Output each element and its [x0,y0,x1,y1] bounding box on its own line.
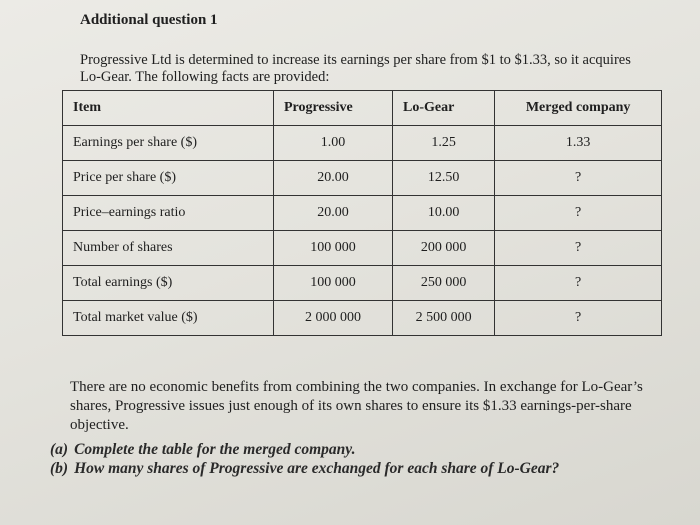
table-row [63,161,662,196]
cell-progressive: 2 000 000 [274,301,393,336]
table-row [63,301,662,336]
cell-merged: 1.33 [495,126,662,161]
question-paragraph [36,378,676,435]
intro-paragraph: Progressive Ltd is determined to increase its earnings per share from $1 to $1.33, so it acquires Lo-Gear. The following facts are provided: [80,52,631,85]
question-parts [50,440,670,478]
cell-progressive: 1.00 [274,126,393,161]
cell-lo-gear: 1.25 [393,126,495,161]
cell-merged: ? [495,196,662,231]
row-label: Price–earnings ratio [63,196,274,231]
table-row [63,126,662,161]
cell-lo-gear: 12.50 [393,161,495,196]
part-a [50,440,670,459]
cell-merged: ? [495,161,662,196]
column-header-merged-company: Merged company [495,91,662,126]
cell-lo-gear: 250 000 [393,266,495,301]
row-label: Total market value ($) [63,301,274,336]
row-label: Number of shares [63,231,274,266]
table-row [63,231,662,266]
cell-progressive: 100 000 [274,231,393,266]
row-label: Price per share ($) [63,161,274,196]
cell-progressive: 20.00 [274,196,393,231]
column-header-progressive: Progressive [274,91,393,126]
table-row [63,266,662,301]
question-text: There are no economic benefits from combining the two companies. In exchange for Lo-Gear’s shares, Progressive issues just enough of its own shares to ensure its $1.33 earnings-per-share objective. [70,379,643,433]
column-header-item: Item [63,91,274,126]
cell-lo-gear: 200 000 [393,231,495,266]
cell-lo-gear: 2 500 000 [393,301,495,336]
cell-progressive: 20.00 [274,161,393,196]
cell-merged: ? [495,266,662,301]
cell-progressive: 100 000 [274,266,393,301]
row-label: Total earnings ($) [63,266,274,301]
part-a-text: Complete the table for the merged company. [74,441,356,458]
table-header-row [63,91,662,126]
cell-merged: ? [495,301,662,336]
facts-table [62,90,662,336]
part-a-label: (a) [50,441,69,458]
cell-merged: ? [495,231,662,266]
part-b-label: (b) [50,460,69,477]
part-b [50,459,670,478]
question-heading: Additional question 1 [80,12,218,28]
part-b-text: How many shares of Progressive are exchanged for each share of Lo-Gear? [74,460,560,477]
column-header-lo-gear: Lo-Gear [393,91,495,126]
cell-lo-gear: 10.00 [393,196,495,231]
table-row [63,196,662,231]
row-label: Earnings per share ($) [63,126,274,161]
